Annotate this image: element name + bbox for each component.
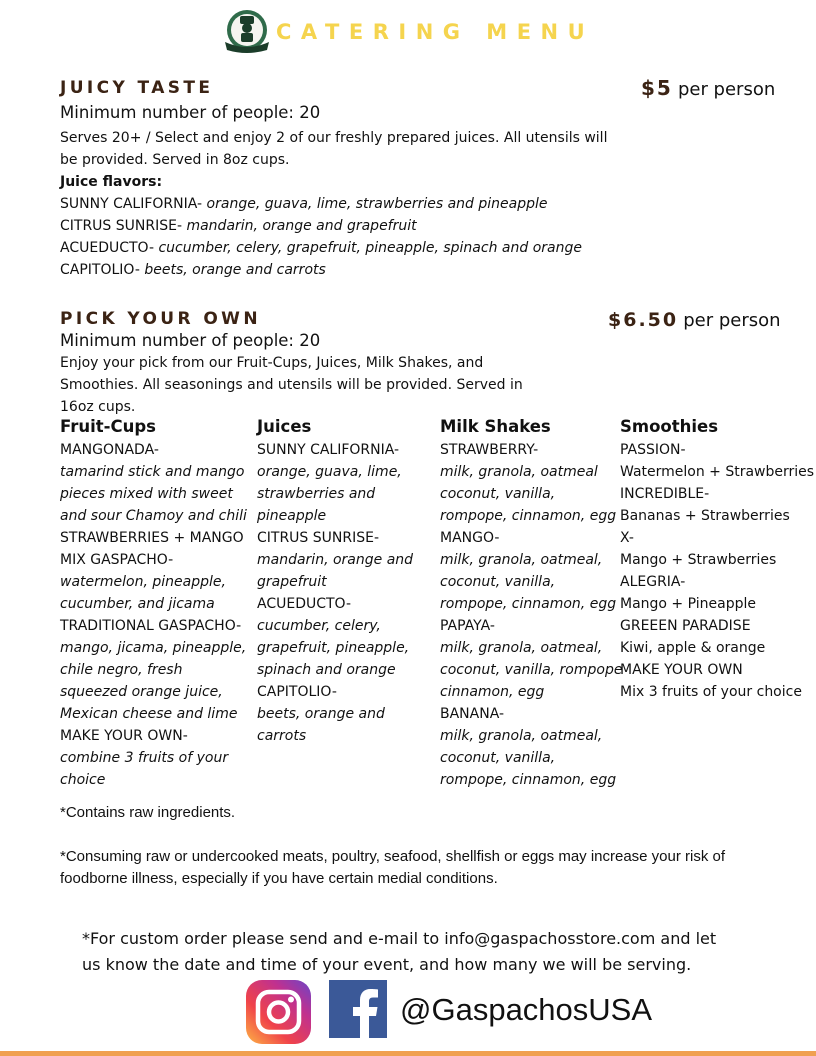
list-item: rompope, cinnamon, egg xyxy=(440,772,617,788)
flavor-item: SUNNY CALIFORNIA- orange, guava, lime, strawberries and pineapple xyxy=(60,196,548,212)
juicy-price-unit: per person xyxy=(677,79,776,100)
flavor-item: CAPITOLIO- beets, orange and carrots xyxy=(60,262,326,278)
juices-heading: Juices xyxy=(257,417,312,436)
juice-flavors-label: Juice flavors: xyxy=(60,174,163,190)
list-item: MIX GASPACHO- xyxy=(60,552,174,568)
smoothies-column xyxy=(620,416,815,703)
list-item: watermelon, pineapple, xyxy=(60,574,226,590)
list-item: CAPITOLIO- xyxy=(257,684,337,700)
social-handle[interactable]: @GaspachosUSA xyxy=(400,992,653,1027)
bottom-accent-bar xyxy=(0,1051,816,1056)
instagram-icon[interactable] xyxy=(246,980,311,1044)
list-item: PASSION- xyxy=(620,442,686,458)
list-item: ACUEDUCTO- xyxy=(257,596,352,612)
list-item: grapefruit xyxy=(257,574,327,590)
fruit-cups-heading: Fruit-Cups xyxy=(60,417,156,436)
pick-your-own-title: PICK YOUR OWN xyxy=(60,309,261,329)
list-item: Mexican cheese and lime xyxy=(60,706,238,722)
page-title: CATERING MENU xyxy=(276,20,595,44)
list-item: Mango + Strawberries xyxy=(620,552,777,568)
list-item: CITRUS SUNRISE- xyxy=(257,530,380,546)
list-item: coconut, vanilla, xyxy=(440,750,556,766)
list-item: Mix 3 fruits of your choice xyxy=(620,684,802,700)
list-item: MAKE YOUR OWN xyxy=(620,662,743,678)
list-item: Watermelon + Strawberries xyxy=(620,464,815,480)
list-item: X- xyxy=(620,530,634,546)
list-item: ALEGRIA- xyxy=(620,574,686,590)
list-item: MANGO- xyxy=(440,530,500,546)
list-item: STRAWBERRIES + MANGO xyxy=(60,530,244,546)
flavor-item: CITRUS SUNRISE- mandarin, orange and grapefruit xyxy=(60,218,417,234)
flavor-item: ACUEDUCTO- cucumber, celery, grapefruit, pineapple, spinach and orange xyxy=(60,240,582,256)
list-item: pieces mixed with sweet xyxy=(60,486,233,502)
list-item: pineapple xyxy=(257,508,327,524)
list-item: grapefruit, pineapple, xyxy=(257,640,410,656)
custom-order-note: *For custom order please send and e-mail to info@gaspachosstore.com and let us know the date and time of your event, and how many we will be serving. xyxy=(82,929,717,974)
raw-ingredients-note: *Contains raw ingredients. xyxy=(60,804,236,821)
juicy-description: Serves 20+ / Select and enjoy 2 of our freshly prepared juices. All utensils will be provided. Served in 8oz cups. xyxy=(60,130,608,168)
list-item: chile negro, fresh xyxy=(60,662,183,678)
pick-your-own-price xyxy=(608,309,781,331)
juicy-minimum: Minimum number of people: 20 xyxy=(60,103,321,122)
milk-shakes-heading: Milk Shakes xyxy=(440,417,551,436)
list-item: rompope, cinnamon, egg xyxy=(440,596,617,612)
list-item: orange, guava, lime, xyxy=(257,464,402,480)
list-item: mango, jicama, pineapple, xyxy=(60,640,247,656)
milk-shakes-column xyxy=(440,416,623,791)
list-item: INCREDIBLE- xyxy=(620,486,710,502)
list-item: strawberries and xyxy=(257,486,376,502)
list-item: TRADITIONAL GASPACHO- xyxy=(60,618,242,634)
list-item: carrots xyxy=(257,728,307,744)
juicy-taste-price xyxy=(641,76,775,100)
consumption-warning: *Consuming raw or undercooked meats, poultry, seafood, shellfish or eggs may increase your risk of foodborne illness, especially if you have certain medial conditions. xyxy=(60,848,726,887)
list-item: STRAWBERRY- xyxy=(440,442,539,458)
list-item: milk, granola, oatmeal, xyxy=(440,728,603,744)
list-item: and sour Chamoy and chili xyxy=(60,508,247,524)
list-item: MAKE YOUR OWN- xyxy=(60,728,188,744)
pick-description: Enjoy your pick from our Fruit-Cups, Juices, Milk Shakes, and Smoothies. All seasonings and utensils will be provided. Served in 16oz cups. xyxy=(60,355,523,415)
list-item: PAPAYA- xyxy=(440,618,495,634)
list-item: beets, orange and xyxy=(257,706,385,722)
fruit-cups-column xyxy=(60,416,255,791)
list-item: combine 3 fruits of your xyxy=(60,750,229,766)
list-item: GREEEN PARADISE xyxy=(620,618,751,634)
juicy-taste-title: JUICY TASTE xyxy=(60,78,214,98)
list-item: cucumber, and jicama xyxy=(60,596,215,612)
list-item: coconut, vanilla, xyxy=(440,574,556,590)
list-item: squeezed orange juice, xyxy=(60,684,223,700)
list-item: coconut, vanilla, xyxy=(440,486,556,502)
smoothies-heading: Smoothies xyxy=(620,417,719,436)
list-item: BANANA- xyxy=(440,706,505,722)
list-item: milk, granola, oatmeal, xyxy=(440,640,603,656)
list-item: cucumber, celery, xyxy=(257,618,381,634)
list-item: Kiwi, apple & orange xyxy=(620,640,766,656)
list-item: coconut, vanilla, rompope xyxy=(440,662,623,678)
pick-price-value: $6.50 xyxy=(608,309,679,331)
pick-price-unit: per person xyxy=(683,310,781,331)
list-item: MANGONADA- xyxy=(60,442,159,458)
facebook-icon[interactable] xyxy=(329,980,387,1038)
list-item: rompope, cinnamon, egg xyxy=(440,508,617,524)
list-item: choice xyxy=(60,772,106,788)
list-item: SUNNY CALIFORNIA- xyxy=(257,442,400,458)
juices-column xyxy=(257,416,437,747)
list-item: Mango + Pineapple xyxy=(620,596,756,612)
list-item: milk, granola, oatmeal xyxy=(440,464,598,480)
pick-minimum: Minimum number of people: 20 xyxy=(60,331,321,350)
list-item: Bananas + Strawberries xyxy=(620,508,790,524)
list-item: mandarin, orange and xyxy=(257,552,414,568)
gaspachos-logo xyxy=(221,8,273,56)
list-item: tamarind stick and mango xyxy=(60,464,245,480)
juicy-price-value: $5 xyxy=(641,76,673,100)
list-item: spinach and orange xyxy=(257,662,396,678)
list-item: milk, granola, oatmeal, xyxy=(440,552,603,568)
list-item: cinnamon, egg xyxy=(440,684,545,700)
